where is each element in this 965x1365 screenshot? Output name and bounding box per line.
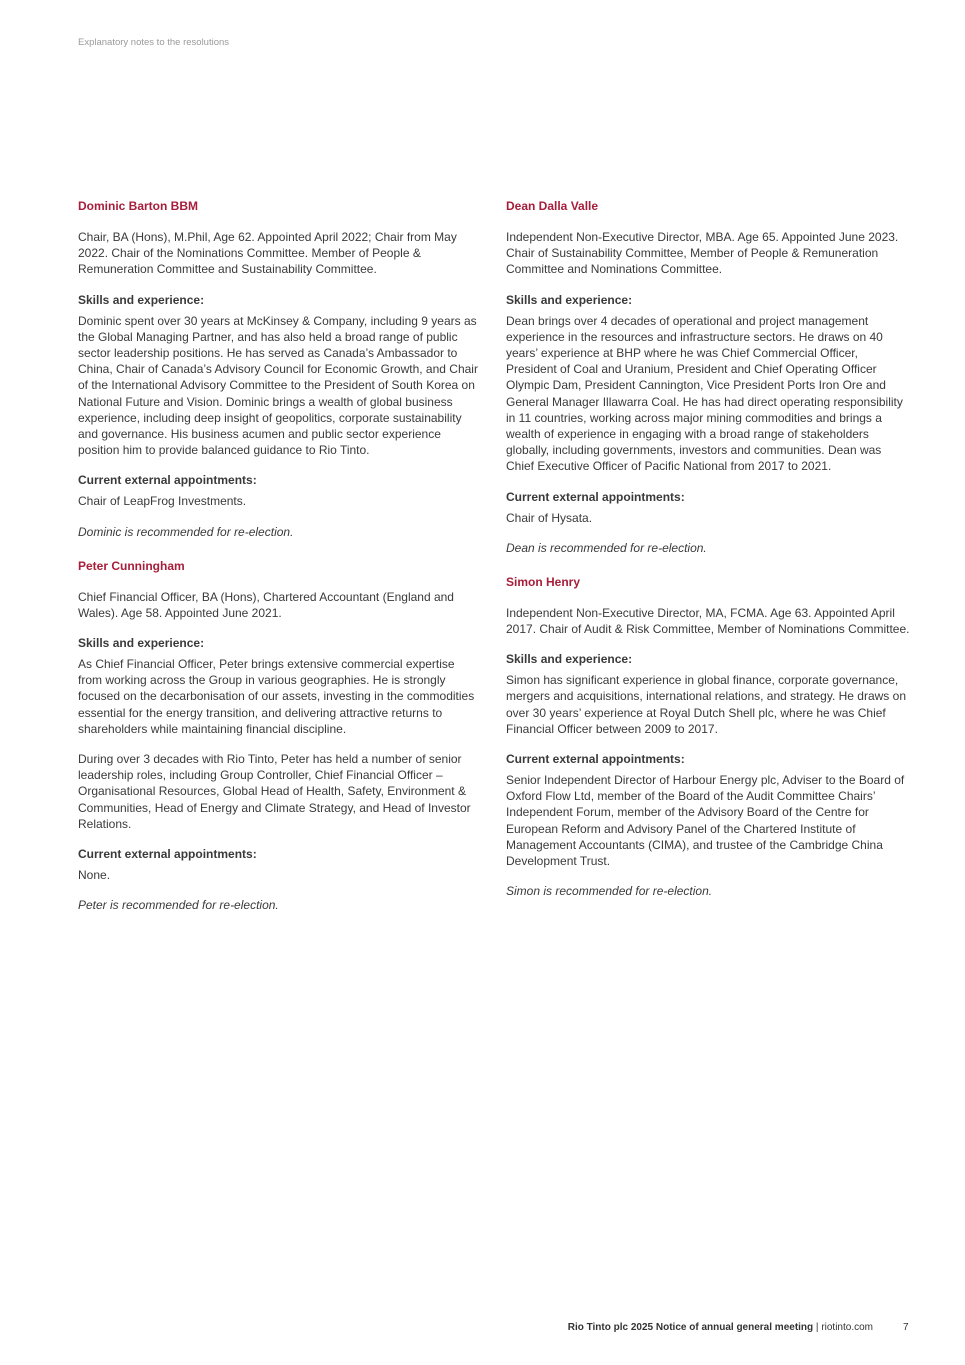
director-name: Dean Dalla Valle [506,199,599,213]
appointments-heading: Current external appointments: [506,489,685,504]
director-name: Simon Henry [506,574,581,589]
skills-text: Simon has significant experience in global finance, corporate governance, mergers and acquisitions, international relations, and strategy. He draws on over 30 years’ experience at Royal Dutch Shell plc, where he was Chief Financial Officer between 2009 to 2017. [506,673,906,736]
left-column [78,198,478,931]
skills-text: Dominic spent over 30 years at McKinsey & Company, including 9 years as the Global Managing Partner, and has also held a broad range of public sector leadership positions. He has served as Canada’s Ambassador to China, Chair of Canada’s Advisory Council for Economic Growth, and Chair of the International Advisory Committee to the President of South Korea on National Future and Vision. Dominic brings a wealth of global business experience, including deep insight of geopolitics, corporate sustainability and governance. His business acumen and public sector experience position him to provide balanced guidance to Rio Tinto. [78,313,478,458]
skills-heading: Skills and experience: [506,652,633,667]
director-name: Dominic Barton BBM [78,199,198,213]
director-profile-dalla-valle [506,198,910,556]
director-summary: Independent Non-Executive Director, MBA. Age 65. Appointed June 2023. Chair of Sustainability Committee, Member of People & Remuneration Committee and Nominations Committee. [506,230,899,277]
skills-text: Dean brings over 4 decades of operational and project management experience in the resources and infrastructure sectors. He draws on 40 years’ experience at BHP where he was Chief Commercial Officer, President of Coal and Uranium, President and Chief Operating Officer Olympic Dam, President Cannington, Vice President Ports Iron Ore and General Manager Illawarra Coal. He has had direct operating responsibility in 11 countries, working across major mining commodities and brings a wealth of experience in engaging with a broad range of stakeholders globally, including governments, investors and communities. Dean was Chief Executive Officer of Pacific National from 2017 to 2021. [506,313,903,474]
skills-heading: Skills and experience: [78,636,205,651]
appointments-text: Senior Independent Director of Harbour Energy plc, Adviser to the Board of Oxford Flow Ltd, member of the Board of the Audit Committee Chairs’ Independent Forum, member of the Advisory Board of the Centre for European Reform and Advisory Panel of the Chartered Institute of Management Accountants (CIMA), and trustee of the Cambridge China Development Trust. [506,773,905,869]
director-summary: Independent Non-Executive Director, MA, FCMA. Age 63. Appointed April 2017. Chair of Audit & Risk Committee, Member of Nominations Committee. [506,605,910,637]
page-footer [568,1322,873,1333]
skills-heading: Skills and experience: [78,292,205,307]
page-number: 7 [903,1322,909,1333]
recommendation: Dominic is recommended for re-election. [78,524,294,539]
appointments-text: Chair of LeapFrog Investments. [78,494,247,509]
recommendation: Simon is recommended for re-election. [506,884,713,899]
recommendation: Dean is recommended for re-election. [506,540,707,555]
appointments-text: Chair of Hysata. [506,510,593,525]
footer-doc-title: Rio Tinto plc 2025 Notice of annual general meeting [567,1322,814,1333]
skills-heading: Skills and experience: [506,292,633,307]
appointments-text: None. [78,868,111,883]
skills-text: During over 3 decades with Rio Tinto, Peter has held a number of senior leadership roles, including Group Controller, Chief Financial Officer – Organisational Resources, Global Head of Health, Safety, Environment & Communities, Head of Energy and Climate Strategy, and Head of Investor Relations. [78,752,471,831]
skills-text: As Chief Financial Officer, Peter brings extensive commercial expertise from working across the Group in various geographies. He is strongly focused on the decarbonisation of our assets, investing in the commodities essential for the energy transition, and delivering attractive returns to shareholders while maintaining financial discipline. [78,657,475,736]
director-name: Peter Cunningham [78,558,185,573]
footer-separator: | [815,1322,819,1333]
director-summary: Chair, BA (Hons), M.Phil, Age 62. Appointed April 2022; Chair from May 2022. Chair of the Nominations Committee. Member of People & Remuneration Committee and Sustainability Committee. [78,230,457,277]
appointments-heading: Current external appointments: [78,473,257,488]
appointments-heading: Current external appointments: [506,752,685,767]
director-summary: Chief Financial Officer, BA (Hons), Chartered Accountant (England and Wales). Age 58. Appointed June 2021. [78,589,454,620]
director-profile-barton [78,198,478,540]
appointments-heading: Current external appointments: [78,847,257,862]
right-column [506,198,910,917]
director-profile-cunningham [78,558,478,914]
recommendation: Peter is recommended for re-election. [78,898,279,913]
running-header: Explanatory notes to the resolutions [78,37,230,48]
footer-site-link[interactable]: riotinto.com [821,1322,873,1333]
director-profile-henry [506,574,910,899]
